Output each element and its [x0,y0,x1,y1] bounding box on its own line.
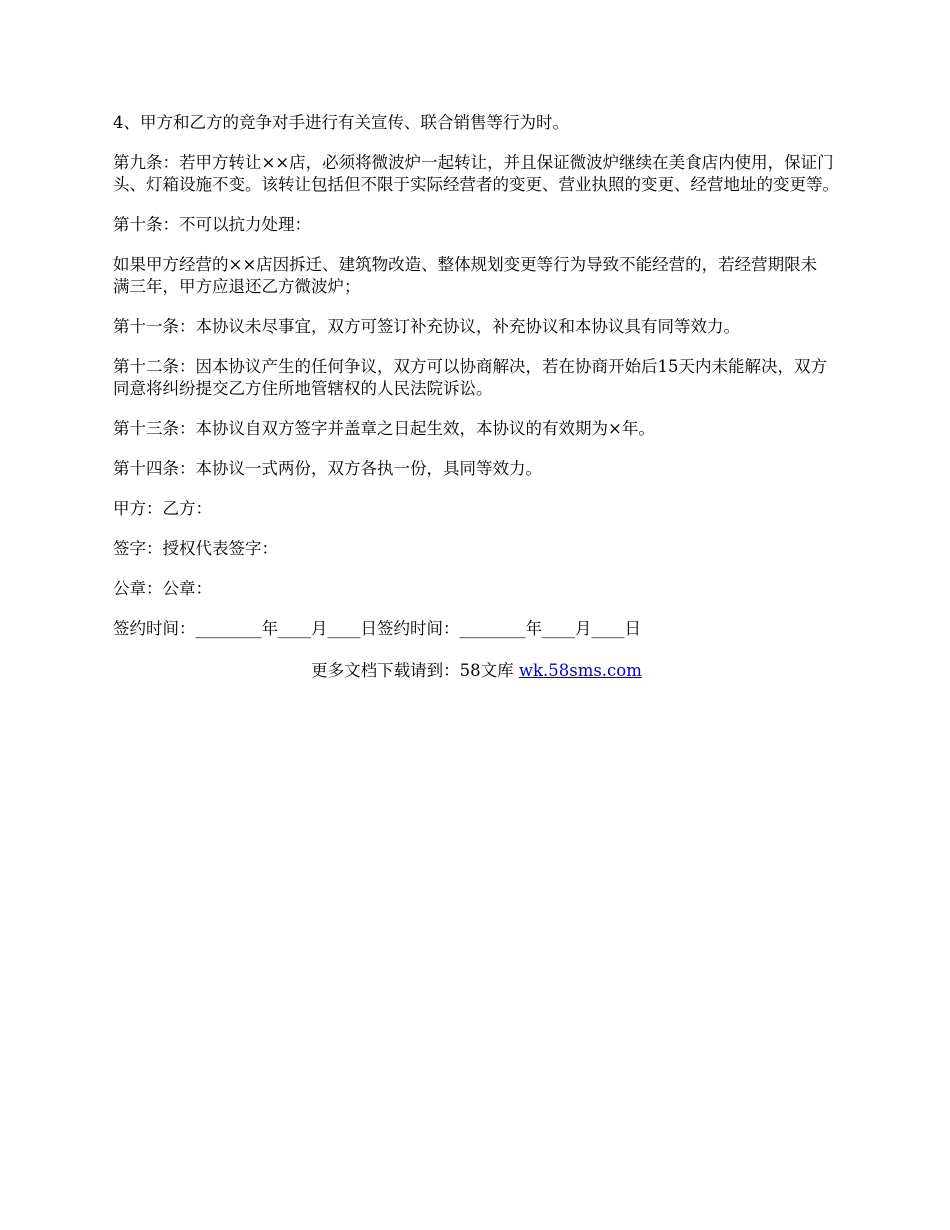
signature-line: 签字：授权代表签字： [113,539,278,558]
document-body [113,112,853,682]
seal-line: 公章：公章： [113,579,212,598]
footer-link[interactable]: wk.58sms.com [518,661,642,680]
clause-13: 第十三条：本协议自双方签字并盖章之日起生效，本协议的有效期为×年。 [113,419,655,438]
signing-date-line: 签约时间：________年____月____日签约时间：________年____月____日 [113,619,641,638]
clause-item-4: 4、甲方和乙方的竞争对手进行有关宣传、联合销售等行为时。 [113,113,569,132]
clause-10: 第十条：不可以抗力处理： [113,215,311,234]
footer-prefix: 更多文档下载请到：58文库 [311,661,519,680]
party-line: 甲方：乙方： [113,499,212,518]
clause-14: 第十四条：本协议一式两份，双方各执一份，具同等效力。 [113,459,542,478]
clause-9: 第九条：若甲方转让××店，必须将微波炉一起转让，并且保证微波炉继续在美食店内使用，保证门头、灯箱设施不变。该转让包括但不限于实际经营者的变更、营业执照的变更、经营地址的变更等。 [113,153,839,194]
download-footer [113,660,840,682]
clause-12: 第十二条：因本协议产生的任何争议，双方可以协商解决，若在协商开始后15天内未能解决，双方同意将纠纷提交乙方住所地管辖权的人民法院诉讼。 [113,357,827,398]
force-majeure-text: 如果甲方经营的××店因拆迁、建筑物改造、整体规划变更等行为导致不能经营的，若经营期限未满三年，甲方应退还乙方微波炉； [113,255,818,296]
clause-11: 第十一条：本协议未尽事宜，双方可签订补充协议，补充协议和本协议具有同等效力。 [113,317,740,336]
